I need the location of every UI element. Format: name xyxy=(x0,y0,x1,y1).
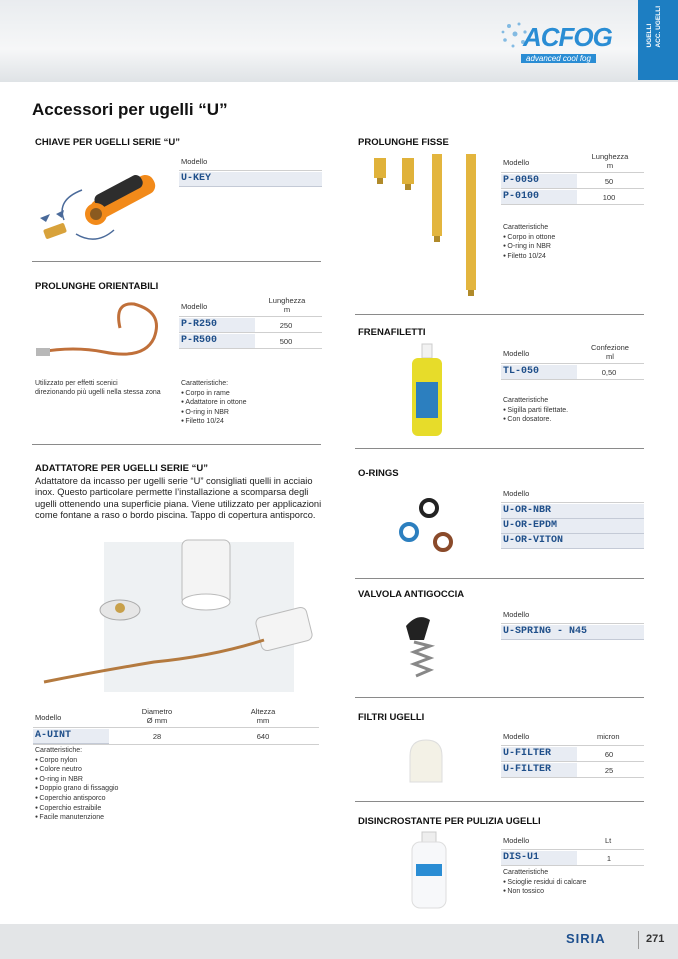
section-title-orings: O-RINGS xyxy=(358,468,399,479)
copper-hose-image xyxy=(34,298,174,368)
dis-col-unit: Lt xyxy=(605,836,612,845)
page-title: Accessori per ugelli “U” xyxy=(32,100,228,119)
adattatore-features-title: Caratteristiche: xyxy=(35,747,83,754)
filtri-col-micron: micron xyxy=(597,732,620,741)
adattatore-col-height: Altezza mm xyxy=(250,707,276,725)
section-title-frenafiletti: FRENAFILETTI xyxy=(358,327,426,338)
acfog-logo xyxy=(497,14,635,68)
feature-item: ● O-ring in NBR xyxy=(503,242,555,252)
side-tab-label: UGELLI ACC. UGELLI xyxy=(646,6,662,48)
filtri-value-row-2: 25 xyxy=(604,766,614,775)
fisse-value-row-1: 50 xyxy=(604,177,614,186)
feature-item: ● O-ring in NBR xyxy=(35,775,118,785)
adattatore-features xyxy=(35,747,118,823)
orientabili-code-row-2: P-R500 xyxy=(179,334,255,349)
logo-text: ACFOG xyxy=(523,22,612,52)
dis-features xyxy=(503,869,586,897)
fisse-features xyxy=(503,224,555,261)
chiave-code-row: U-KEY xyxy=(179,172,322,187)
feature-item: ● Filetto 10/24 xyxy=(503,252,555,262)
adattatore-height-value: 640 xyxy=(256,732,270,741)
filtri-col-model: Modello xyxy=(503,732,530,741)
orings-image xyxy=(395,494,465,556)
adattatore-diameter-value: 28 xyxy=(152,732,162,741)
logo-tagline: advanced cool fog xyxy=(521,54,596,63)
section-title-prolunghe-fisse: PROLUNGHE FISSE xyxy=(358,137,449,148)
feature-item: ● Doppio grano di fissaggio xyxy=(35,784,118,794)
feature-item: ● Coperchio estraibile xyxy=(35,804,118,814)
dis-value-row: 1 xyxy=(606,854,612,863)
adattatore-description: Adattatore da incasso per ugelli serie “U” consigliati quelli in acciaio inox. Questo particolare permette l’installazione a scomparsa degli ugelli ottenendo una superficie piana. Viene utilizzato per applicazioni come fontane a raso o bordo piscina. Tappo di copertura antisporco. xyxy=(35,476,322,520)
feature-item: ● Filetto 10/24 xyxy=(181,417,247,427)
page-number: 271 xyxy=(646,933,665,945)
orings-code-row-1: U-OR-NBR xyxy=(501,504,644,519)
orientabili-col-model: Modello xyxy=(181,302,208,311)
feature-item: ● Coperchio antisporco xyxy=(35,794,118,804)
filtri-value-row-1: 60 xyxy=(604,750,614,759)
screwdriver-key-image xyxy=(36,160,176,250)
feature-item: ● Adattatore in ottone xyxy=(181,398,247,408)
section-title-chiave: CHIAVE PER UGELLI SERIE “U” xyxy=(35,137,180,148)
section-title-valvola: VALVOLA ANTIGOCCIA xyxy=(358,589,465,600)
adapter-image xyxy=(34,532,324,692)
fisse-code-row-1: P-0050 xyxy=(501,174,577,189)
section-title-disincrostante: DISINCROSTANTE PER PULIZIA UGELLI xyxy=(358,816,541,827)
feature-item: ● Con dosatore. xyxy=(503,415,568,425)
feature-item: ● Facile manutenzione xyxy=(35,813,118,823)
dis-features-title: Caratteristiche xyxy=(503,869,549,876)
frena-col-pack: Confezione ml xyxy=(591,343,629,361)
fisse-code-row-2: P-0100 xyxy=(501,190,577,205)
section-title-filtri: FILTRI UGELLI xyxy=(358,712,425,723)
feature-item: ● Corpo in rame xyxy=(181,389,247,399)
fisse-features-title: Caratteristiche xyxy=(503,224,549,231)
valvola-col-model: Modello xyxy=(503,610,530,619)
fisse-value-row-2: 100 xyxy=(602,193,616,202)
orientabili-features-title: Caratteristiche: xyxy=(181,380,229,387)
chiave-col-model: Modello xyxy=(181,157,208,166)
threadlocker-bottle-image xyxy=(408,342,448,440)
feature-item: ● Corpo nylon xyxy=(35,756,118,766)
frena-value-row: 0,50 xyxy=(601,368,617,377)
orings-code-row-3: U-OR-VITON xyxy=(501,534,644,549)
fisse-col-length: Lunghezza m xyxy=(591,152,629,170)
frena-features-title: Caratteristiche xyxy=(503,397,549,404)
adattatore-col-diameter: Diametro Ø mm xyxy=(141,707,173,725)
adattatore-col-model: Modello xyxy=(35,713,62,722)
anti-drip-valve-image xyxy=(398,612,446,682)
feature-item: ● O-ring in NBR xyxy=(181,408,247,418)
section-title-prolunghe-orientabili: PROLUNGHE ORIENTABILI xyxy=(35,281,159,292)
dis-code-row: DIS-U1 xyxy=(501,851,577,866)
frena-features xyxy=(503,397,568,425)
orientabili-col-length: Lunghezza m xyxy=(268,296,306,314)
filtri-code-row-2: U-FILTER xyxy=(501,763,577,778)
feature-item: ● Sigilla parti filettate. xyxy=(503,406,568,416)
frena-col-model: Modello xyxy=(503,349,530,358)
fisse-col-model: Modello xyxy=(503,158,530,167)
siria-brand-logo: SIRIA xyxy=(566,931,606,946)
orientabili-features xyxy=(181,380,247,427)
orings-col-model: Modello xyxy=(503,489,530,498)
feature-item: ● Scioglie residui di calcare xyxy=(503,878,586,888)
orings-code-row-2: U-OR-EPDM xyxy=(501,519,644,534)
orientabili-value-row-2: 500 xyxy=(279,337,293,346)
dis-col-model: Modello xyxy=(503,836,530,845)
section-side-tab xyxy=(638,0,678,80)
section-title-adattatore: ADATTATORE PER UGELLI SERIE “U” xyxy=(35,463,208,474)
brass-extensions-image xyxy=(368,150,488,300)
footer-divider xyxy=(638,931,639,949)
feature-item: ● Colore neutro xyxy=(35,765,118,775)
orientabili-note: Utilizzato per effetti scenici direzionando più ugelli nella stessa zona xyxy=(35,380,161,396)
nozzle-filter-image xyxy=(404,738,448,788)
feature-item: ● Non tossico xyxy=(503,887,586,897)
orientabili-code-row-1: P-R250 xyxy=(179,318,255,333)
descaler-bottle-image xyxy=(408,830,450,910)
frena-code-row: TL-050 xyxy=(501,365,577,380)
feature-item: ● Corpo in ottone xyxy=(503,233,555,243)
filtri-code-row-1: U-FILTER xyxy=(501,747,577,762)
valvola-code-row: U-SPRING - N45 xyxy=(501,625,644,640)
adattatore-code-row: A-UINT xyxy=(33,729,109,744)
orientabili-value-row-1: 250 xyxy=(279,321,293,330)
